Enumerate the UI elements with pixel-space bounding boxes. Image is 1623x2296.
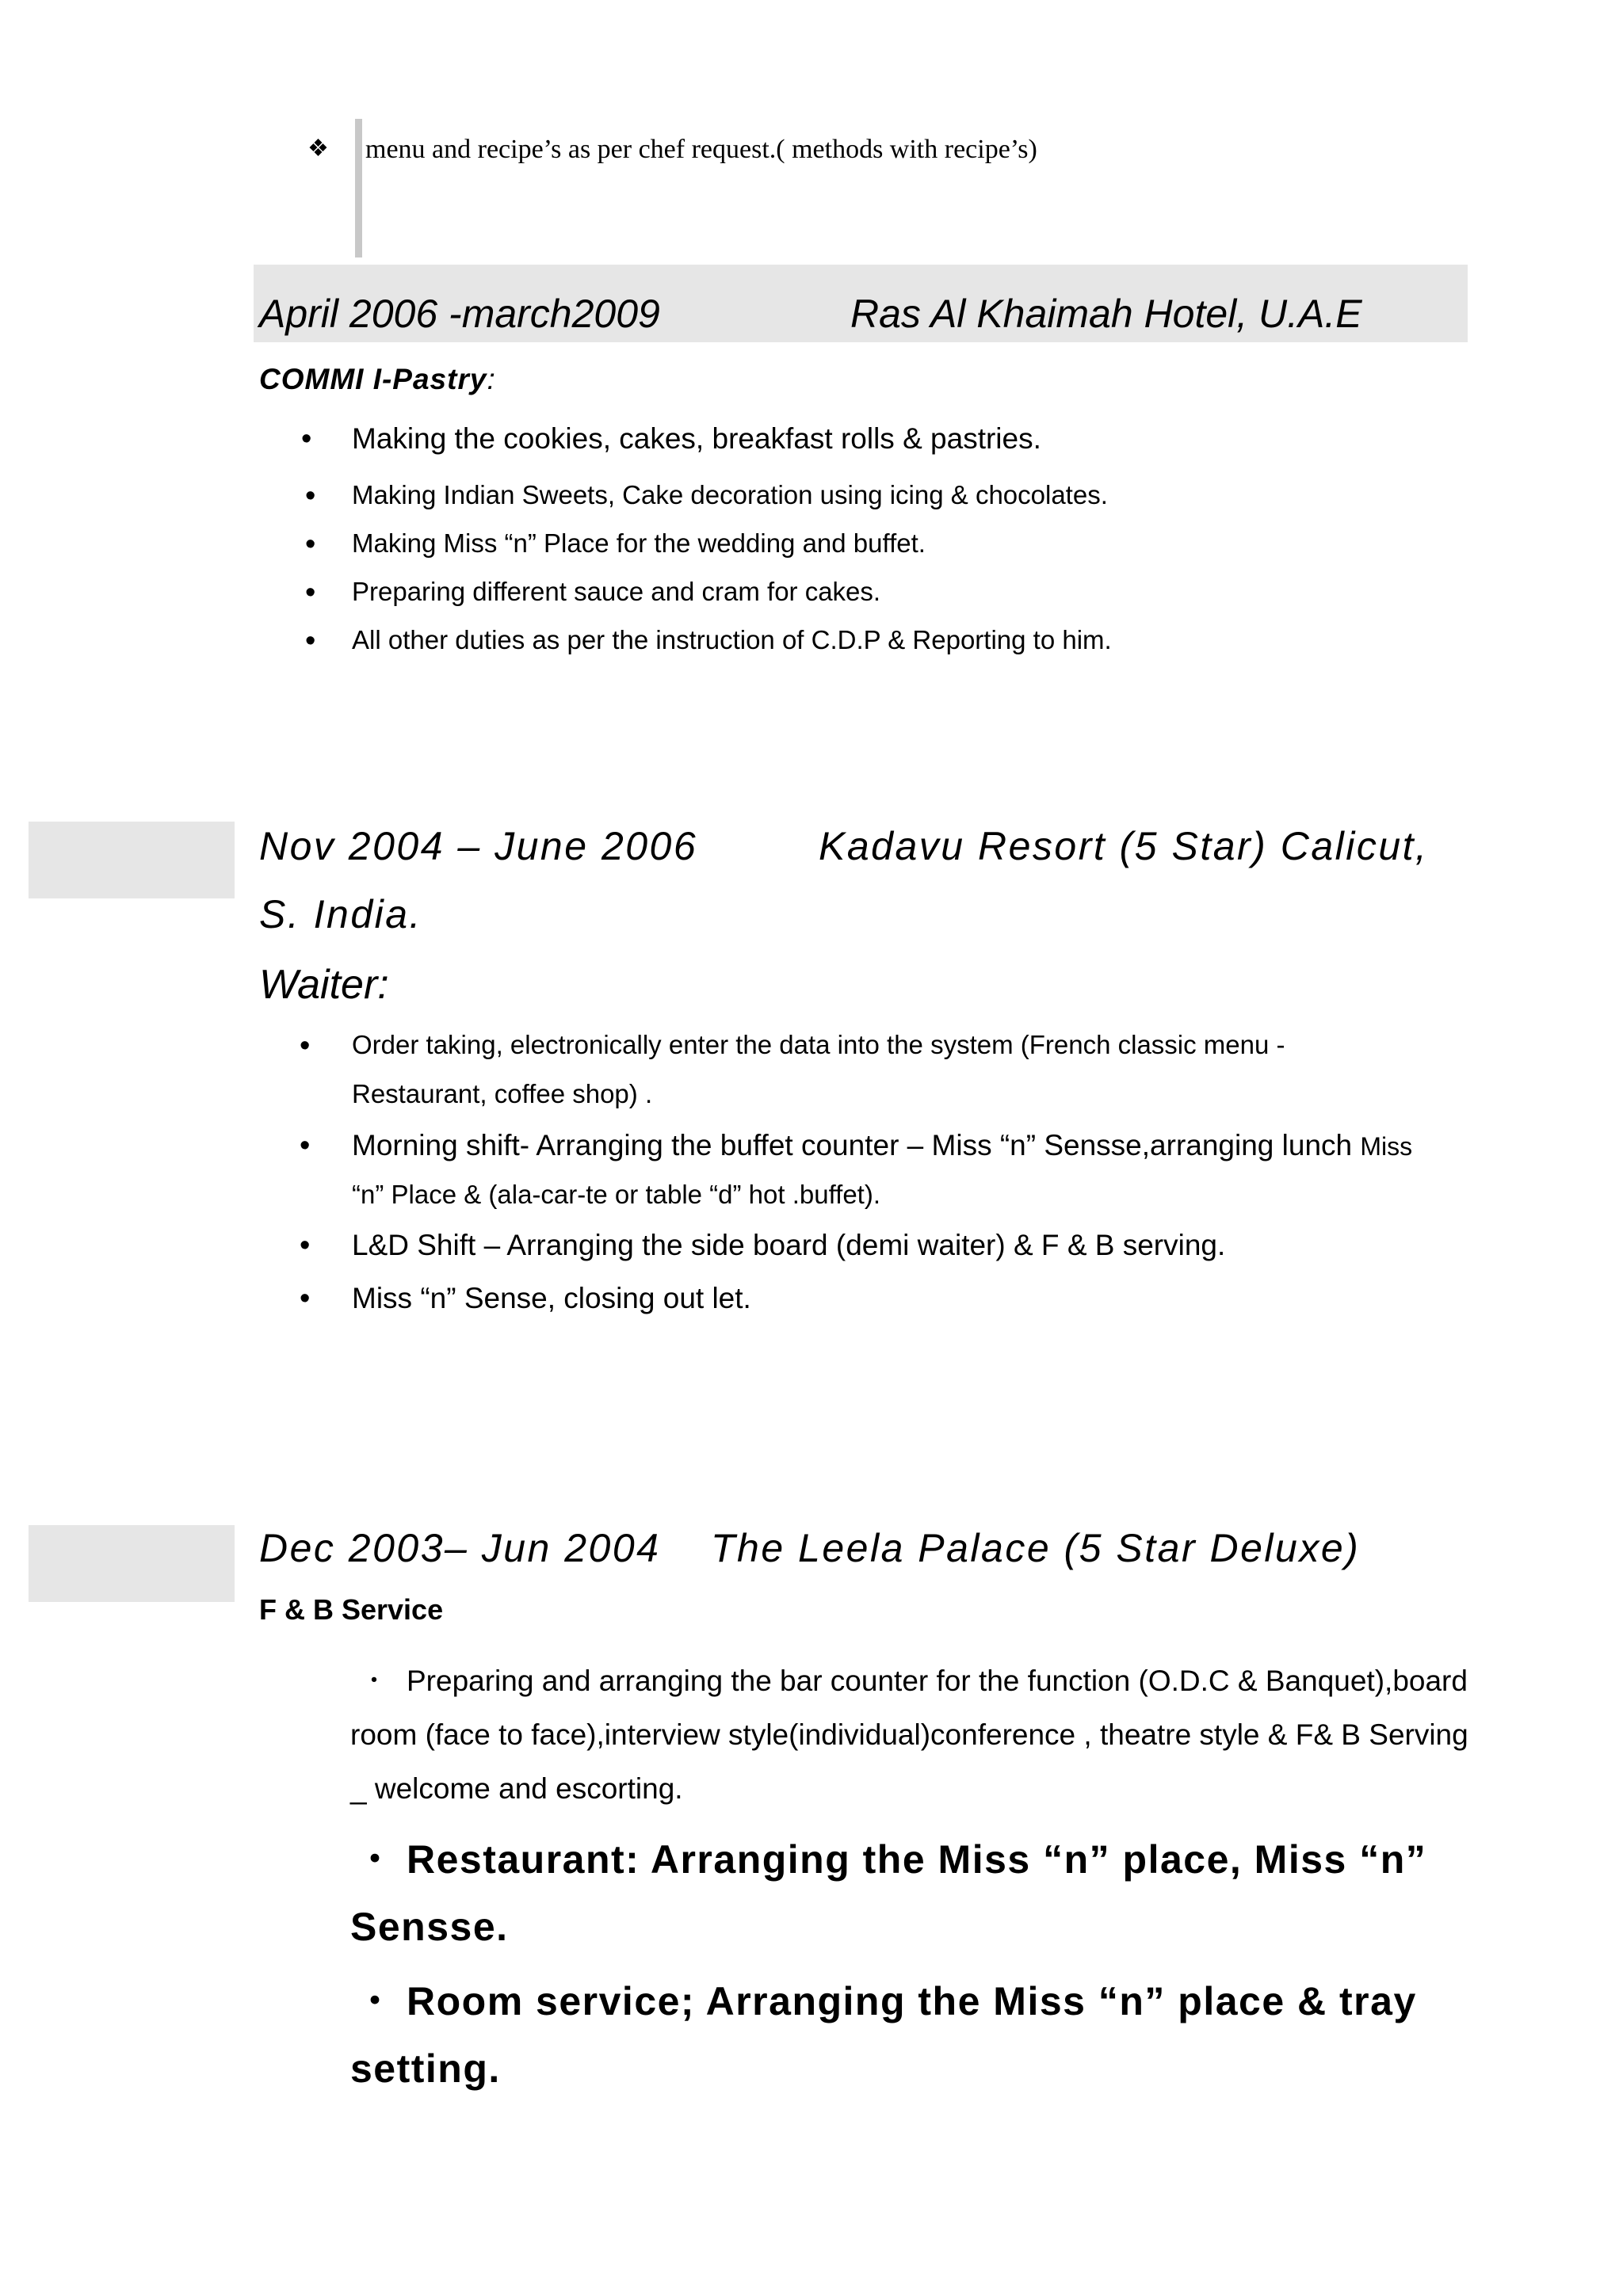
job-1-duty-4-bullet: • <box>305 576 316 609</box>
job-3-employer: The Leela Palace (5 Star Deluxe) <box>711 1526 1361 1570</box>
job-1-period: April 2006 -march2009 <box>259 292 660 336</box>
job-1-duty-2: Making Indian Sweets, Cake decoration using icing & chocolates. <box>352 480 1108 509</box>
job-2-role: Waiter: <box>259 962 389 1008</box>
job-2-duty-1-continued: Restaurant, coffee shop) . <box>352 1079 653 1108</box>
job-2-duty-2-main: Morning shift- Arranging the buffet counter – Miss “n” Sensse,arranging lunch <box>352 1129 1353 1161</box>
job-3-duty-1-continued-2: _ welcome and escorting. <box>350 1772 683 1805</box>
job-2-duty-3: L&D Shift – Arranging the side board (demi waiter) & F & B serving. <box>352 1229 1226 1261</box>
intro-bullet-icon: ❖ <box>307 135 329 162</box>
job-1-duty-3-bullet: • <box>305 528 316 561</box>
job-1-duty-4: Preparing different sauce and cram for cakes. <box>352 577 881 606</box>
job-2-duty-1-bullet: • <box>300 1029 311 1062</box>
job-3-duty-2-continued: Sensse. <box>350 1905 509 1949</box>
job-3-duty-1-continued: room (face to face),interview style(individual)conference , theatre style & F& B Serving <box>350 1718 1468 1751</box>
job-1-employer: Ras Al Khaimah Hotel, U.A.E <box>850 292 1362 336</box>
job-3-duty-2-bullet: ・ <box>355 1837 396 1882</box>
job-3-duty-3-bullet: ・ <box>355 1979 396 2023</box>
job-2-duty-2-small: Miss <box>1360 1132 1413 1161</box>
job-1-duty-1: Making the cookies, cakes, breakfast rolls & pastries. <box>352 422 1041 455</box>
job-2-duty-3-bullet: • <box>300 1229 311 1262</box>
job-2-employer: Kadavu Resort (5 Star) Calicut, <box>819 824 1429 868</box>
job-3-side-band <box>29 1525 235 1602</box>
job-2-duty-2-continued: “n” Place & (ala-car-te or table “d” hot .buffet). <box>352 1180 881 1209</box>
job-1-duty-1-bullet: • <box>301 422 312 456</box>
job-2-duty-4-bullet: • <box>300 1282 311 1315</box>
job-3-period: Dec 2003– Jun 2004 <box>259 1526 661 1570</box>
job-1-role <box>259 361 496 398</box>
job-1-role-colon: : <box>487 363 496 395</box>
job-2-employer-continued: S. India. <box>259 892 422 936</box>
intro-vertical-rule <box>355 119 362 257</box>
job-1-duty-2-bullet: • <box>305 479 316 513</box>
job-3-duty-3: Room service; Arranging the Miss “n” place & tray <box>407 1979 1417 2023</box>
job-3-duty-1: Preparing and arranging the bar counter for the function (O.D.C & Banquet),board <box>407 1665 1468 1697</box>
job-1-duty-3: Making Miss “n” Place for the wedding and buffet. <box>352 528 926 558</box>
job-2-duty-1: Order taking, electronically enter the data into the system (French classic menu - <box>352 1030 1285 1059</box>
job-3-duty-2: Restaurant: Arranging the Miss “n” place, Miss “n” <box>407 1837 1427 1882</box>
job-1-duty-5: All other duties as per the instruction of C.D.P & Reporting to him. <box>352 625 1112 654</box>
job-2-side-band <box>29 822 235 898</box>
job-2-period: Nov 2004 – June 2006 <box>259 824 698 868</box>
job-3-role: F & B Service <box>259 1593 444 1626</box>
job-2-duty-2 <box>352 1127 1412 1165</box>
intro-text: menu and recipe’s as per chef request.( methods with recipe’s) <box>365 135 1037 164</box>
job-2-duty-2-bullet: • <box>300 1129 311 1162</box>
job-3-duty-3-continued: setting. <box>350 2046 501 2091</box>
job-1-role-title: COMMI I-Pastry <box>259 363 487 395</box>
job-2-duty-4: Miss “n” Sense, closing out let. <box>352 1282 751 1314</box>
job-1-duty-5-bullet: • <box>305 624 316 658</box>
job-3-duty-1-bullet: ・ <box>361 1666 388 1696</box>
